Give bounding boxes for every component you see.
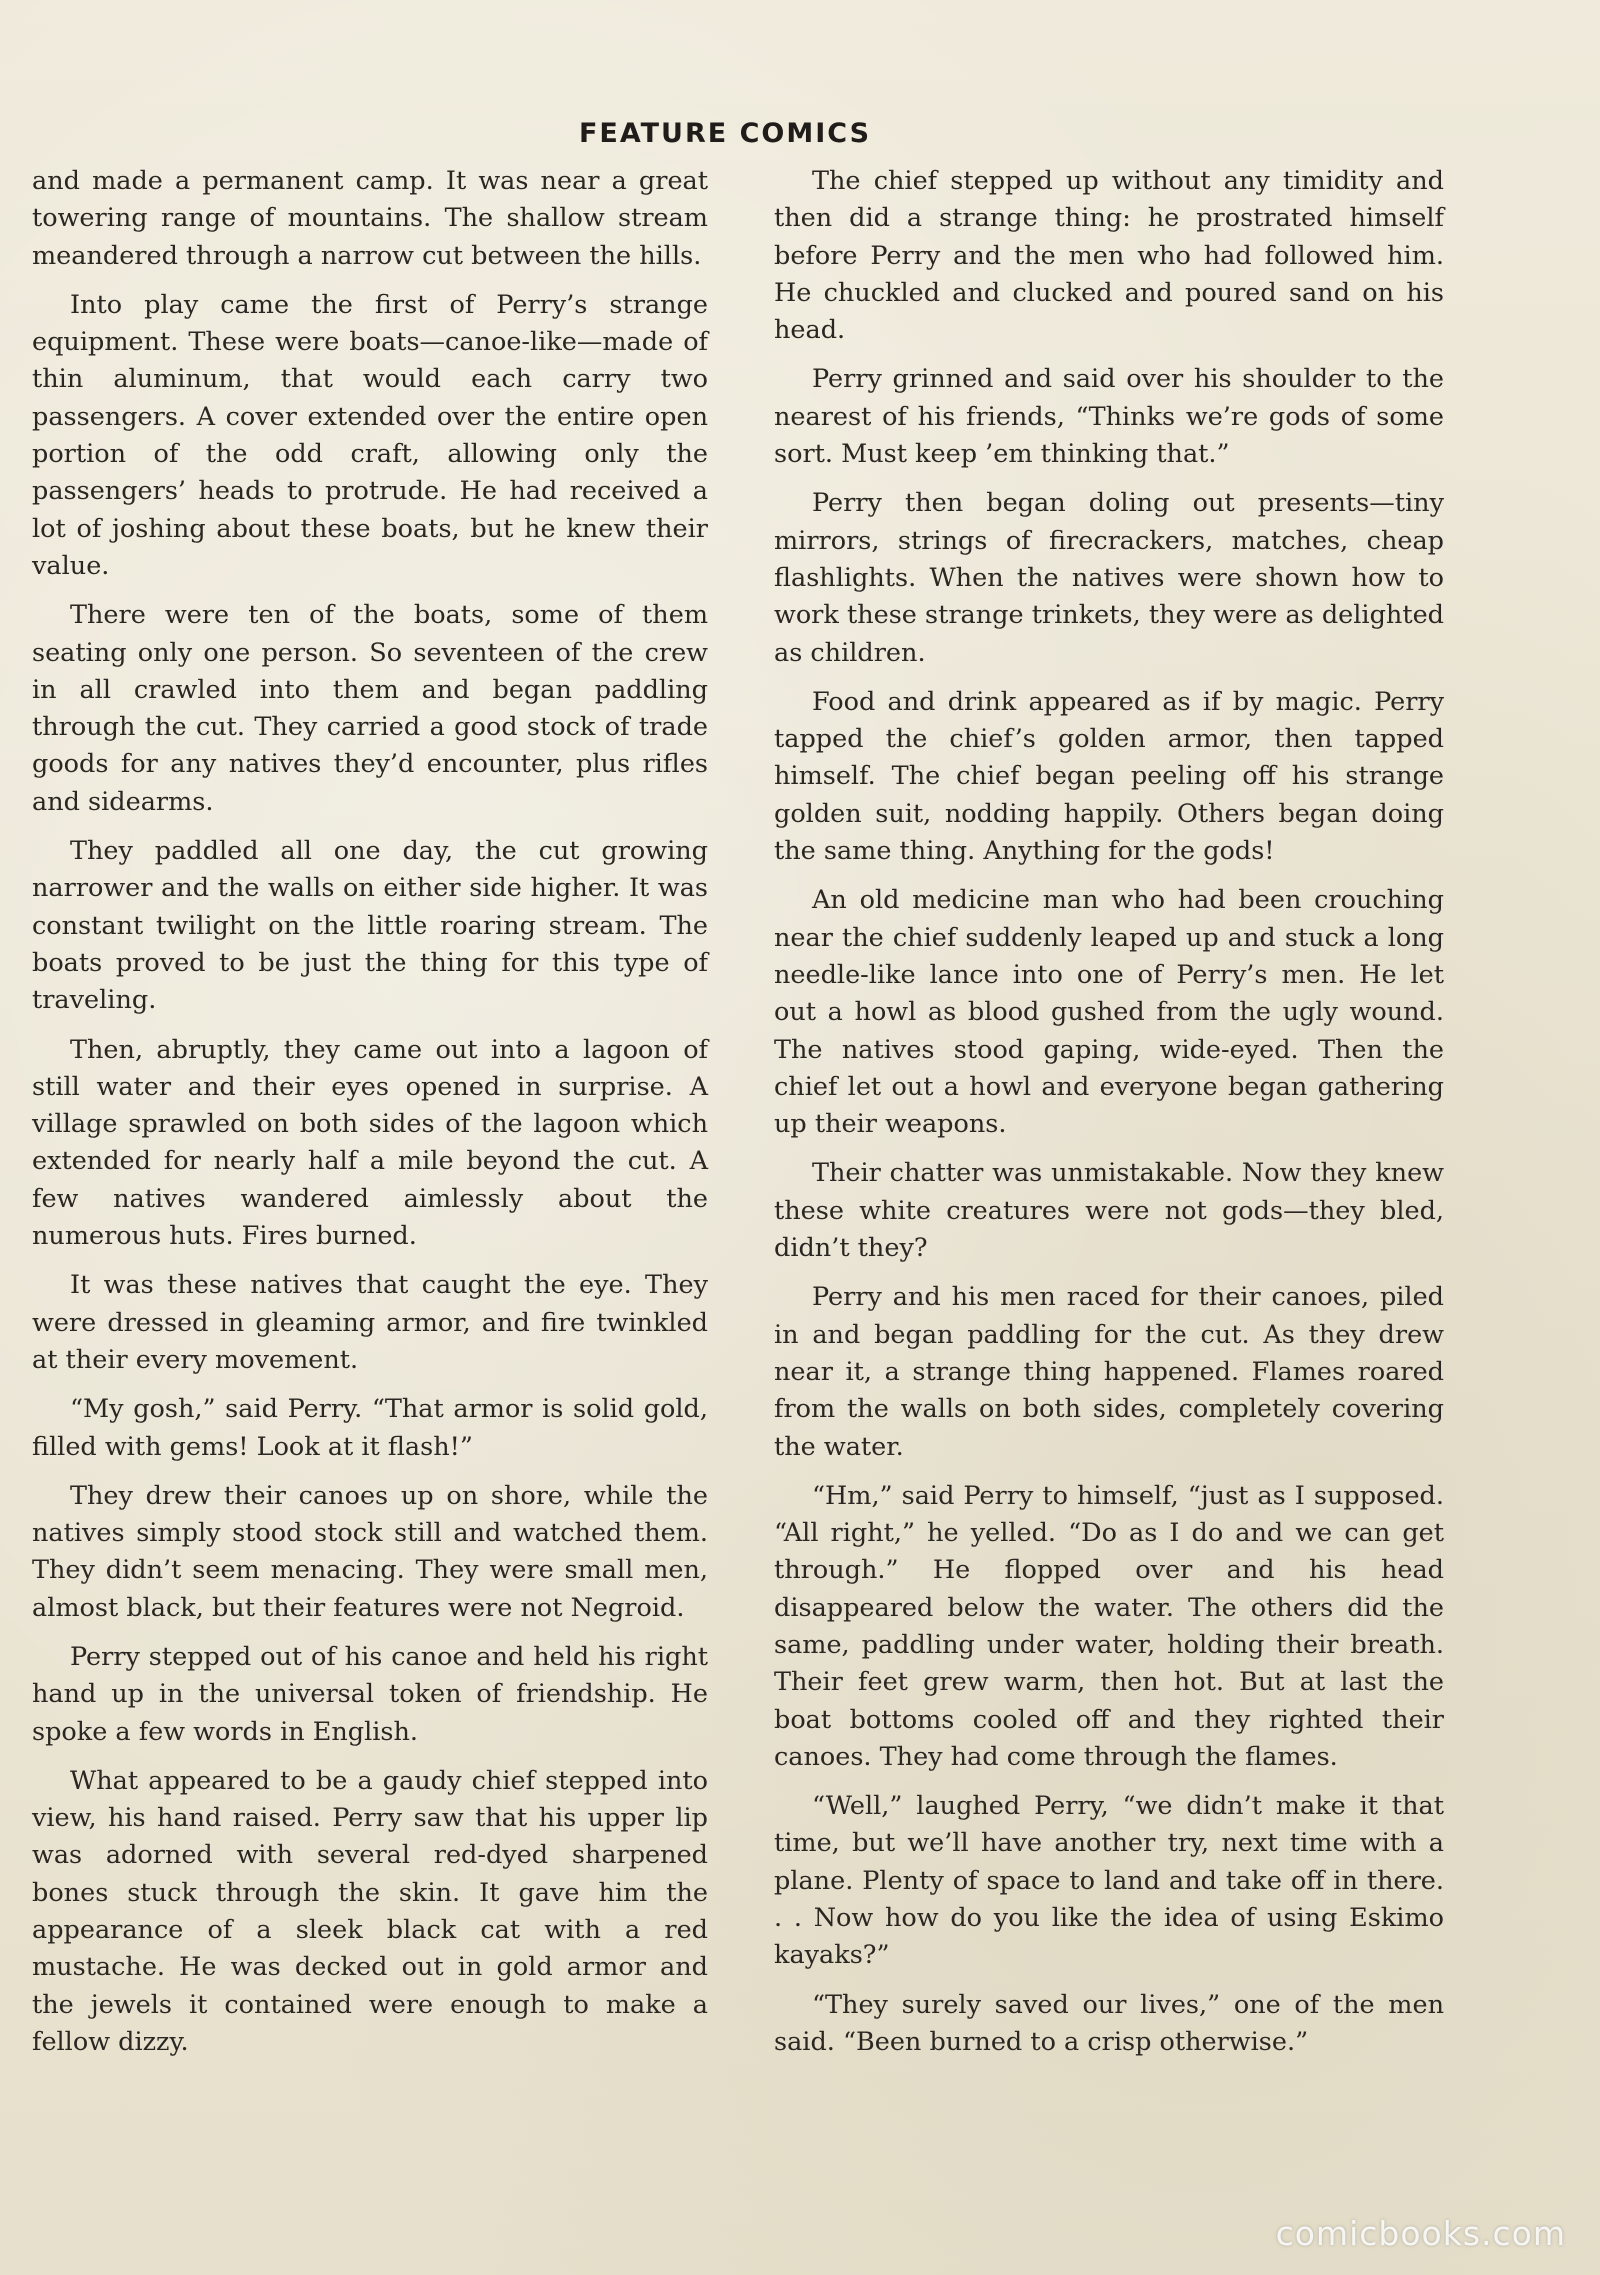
right-paragraph-3: Perry then began doling out presents—tiny mirrors, strings of firecrackers, matches, cheap flashlights. When the natives were shown how to work these strange trinkets, they were as delighted as children. <box>774 488 1444 668</box>
page-header-title: FEATURE COMICS <box>578 118 872 149</box>
left-paragraph-3: There were ten of the boats, some of them seating only one person. So seventeen of the crew in all crawled into them and began paddling through the cut. They carried a good stock of trade goods for any natives they’d encounter, plus rifles and sidearms. <box>32 600 708 817</box>
left-paragraph-9: Perry stepped out of his canoe and held his right hand up in the universal token of friendship. He spoke a few words in English. <box>32 1641 708 1747</box>
watermark-text: comicbooks.com <box>1275 2214 1566 2253</box>
left-paragraph-5: Then, abruptly, they came out into a lagoon of still water and their eyes opened in surprise. A village sprawled on both sides of the lagoon which extended for nearly half a mile beyond the cut. A few natives wandered aimlessly about the numerous huts. Fires burned. <box>32 1034 708 1252</box>
left-paragraph-8: They drew their canoes up on shore, while the natives simply stood stock still and watched them. They didn’t seem menacing. They were small men, almost black, but their features were not Negroid. <box>32 1480 708 1623</box>
left-paragraph-7: “My gosh,” said Perry. “That armor is solid gold, filled with gems! Look at it flash!” <box>32 1394 708 1462</box>
left-paragraph-10: What appeared to be a gaudy chief stepped into view, his hand raised. Perry saw that his upper lip was adorned with several red-dyed sharpened bones stuck through the skin. It gave him the appearance of a sleek black cat with a red mustache. He was decked out in gold armor and the jewels it contained were enough to make a fellow dizzy. <box>32 1765 708 2057</box>
left-paragraph-1: and made a permanent camp. It was near a great towering range of mountains. The shallow stream meandered through a narrow cut between the hills. <box>32 166 708 271</box>
left-column <box>32 163 708 2073</box>
left-paragraph-2: Into play came the first of Perry’s strange equipment. These were boats—canoe-like—made of thin aluminum, that would each carry two passengers. A cover extended over the entire open portion of the odd craft, allowing only the passengers’ heads to protrude. He had received a lot of joshing about these boats, but he knew their value. <box>32 289 708 581</box>
right-paragraph-9: “Well,” laughed Perry, “we didn’t make it that time, but we’ll have another try, next time with a plane. Plenty of space to land and take off in there. . . Now how do you like the idea of using Eskimo kayaks?” <box>774 1791 1444 1971</box>
right-paragraph-6: Their chatter was unmistakable. Now they knew these white creatures were not gods—they bled, didn’t they? <box>774 1158 1444 1264</box>
right-paragraph-1: The chief stepped up without any timidity and then did a strange thing: he prostrated himself before Perry and the men who had followed him. He chuckled and clucked and poured sand on his head. <box>774 166 1444 346</box>
right-paragraph-8: “Hm,” said Perry to himself, “just as I supposed. “All right,” he yelled. “Do as I do and we can get through.” He flopped over and his head disappeared below the water. The others did the same, paddling under water, holding their breath. Their feet grew warm, then hot. But at last the boat bottoms cooled off and they righted their canoes. They had come through the flames. <box>774 1480 1444 1772</box>
right-column <box>774 163 1444 2073</box>
right-paragraph-10: “They surely saved our lives,” one of the men said. “Been burned to a crisp otherwise.” <box>774 1989 1444 2057</box>
right-paragraph-5: An old medicine man who had been crouching near the chief suddenly leaped up and stuck a long needle-like lance into one of Perry’s men. He let out a howl as blood gushed from the ugly wound. The natives stood gaping, wide-eyed. Then the chief let out a howl and everyone began gathering up their weapons. <box>774 885 1444 1140</box>
right-paragraph-2: Perry grinned and said over his shoulder to the nearest of his friends, “Thinks we’re gods of some sort. Must keep ’em thinking that.” <box>774 364 1444 470</box>
left-paragraph-6: It was these natives that caught the eye. They were dressed in gleaming armor, and fire twinkled at their every movement. <box>32 1270 708 1375</box>
left-paragraph-4: They paddled all one day, the cut growing narrower and the walls on either side higher. It was constant twilight on the little roaring stream. The boats proved to be just the thing for this type of traveling. <box>32 836 708 1016</box>
right-paragraph-4: Food and drink appeared as if by magic. Perry tapped the chief’s golden armor, then tapped himself. The chief began peeling off his strange golden suit, nodding happily. Others began doing the same thing. Anything for the gods! <box>774 686 1444 867</box>
right-paragraph-7: Perry and his men raced for their canoes, piled in and began paddling for the cut. As they drew near it, a strange thing happened. Flames roared from the walls on both sides, completely covering the water. <box>774 1282 1444 1462</box>
